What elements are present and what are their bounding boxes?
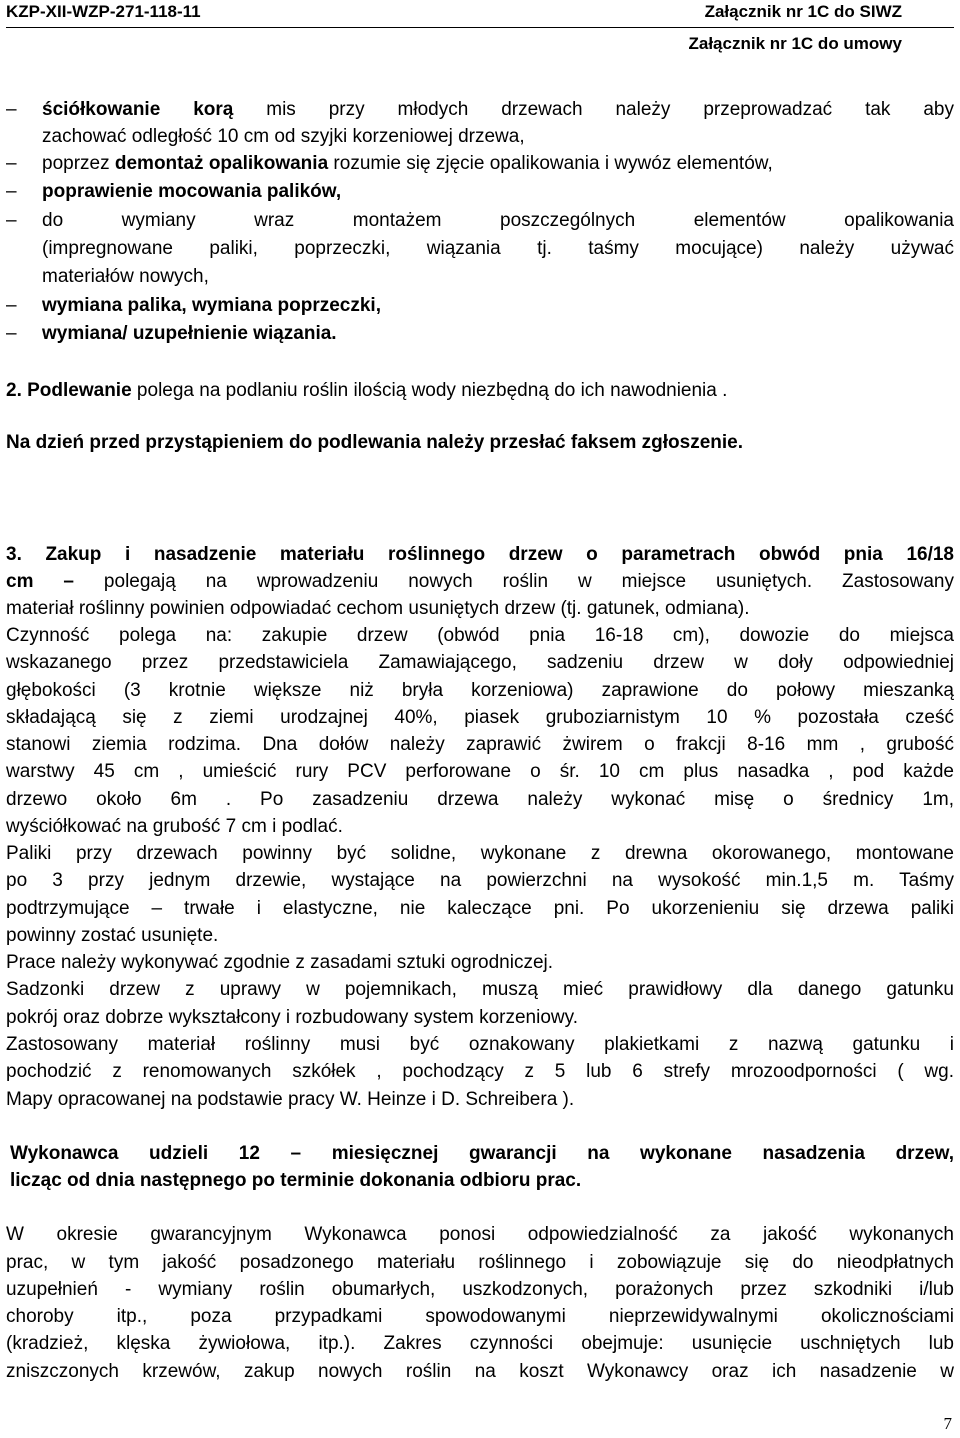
paragraph-line: Czynność polega na: zakupie drzew (obwód pnia 16-18 cm), dowozie do miejsca bbox=[6, 625, 954, 646]
bullet-4-line-1: do wymiany wraz montażem poszczególnych elementów opalikowania bbox=[42, 210, 954, 231]
section-3-line-3: materiał roślinny powinien odpowiadać cechom usuniętych drzew (tj. gatunek, odmiana). bbox=[6, 598, 750, 619]
bullet-4-line-2: (impregnowane paliki, poprzeczki, wiązania tj. taśmy mocujące) należy używać bbox=[42, 238, 954, 259]
paragraph-line: po 3 przy jednym drzewie, wystające na powierzchni na wysokość min.1,5 m. Taśmy bbox=[6, 870, 954, 891]
attachment-siwz: Załącznik nr 1C do SIWZ bbox=[704, 2, 902, 21]
paragraph-line: wyściółkować na grubość 7 cm i podlać. bbox=[6, 816, 343, 837]
bullet-1-text: mis przy młodych drzewach należy przeprowadzać tak aby bbox=[233, 99, 954, 120]
bullet-1 bbox=[42, 99, 954, 121]
bullet-dash: – bbox=[6, 181, 17, 202]
section-3-title-line-2 bbox=[6, 571, 954, 593]
paragraph-line: (kradzież, klęska żywiołowa, itp.). Zakres czynności obejmuje: usunięcie uschniętych lub bbox=[6, 1333, 954, 1354]
paragraph-line: powinny zostać usunięte. bbox=[6, 925, 219, 946]
bullet-dash: – bbox=[6, 323, 17, 344]
paragraph-line: drzewo około 6m . Po zasadzeniu drzewa należy wykonać misę o średnicy 1m, bbox=[6, 789, 954, 810]
paragraph-line: pokrój oraz dobrze wykształcony i rozbudowany system korzeniowy. bbox=[6, 1007, 578, 1028]
paragraph-line: pochodzić z renomowanych szkółek , pochodzący z 5 lub 6 strefy mrozoodporności ( wg. bbox=[6, 1061, 954, 1082]
section-2-heading bbox=[6, 380, 727, 402]
bullet-dash: – bbox=[6, 153, 17, 174]
warranty-line-1: Wykonawca udzieli 12 – miesięcznej gwarancji na wykonane nasadzenia drzew, bbox=[10, 1143, 954, 1164]
bullet-2-pre: poprzez bbox=[42, 153, 115, 174]
attachment-umowy: Załącznik nr 1C do umowy bbox=[688, 34, 902, 53]
paragraph-line: W okresie gwarancyjnym Wykonawca ponosi odpowiedzialność za jakość wykonanych bbox=[6, 1224, 954, 1245]
bullet-1-bold: ściółkowanie korą bbox=[42, 99, 234, 120]
paragraph-line: warstwy 45 cm , umieścić rury PCV perforowane o śr. 10 cm plus nasadka , pod każde bbox=[6, 761, 954, 782]
bullet-2-text: rozumie się zjęcie opalikowania i wywóz elementów, bbox=[328, 153, 773, 174]
paragraph-line: zniszczonych krzewów, zakup nowych roślin na koszt Wykonawcy oraz ich nasadzenie w bbox=[6, 1361, 954, 1382]
bullet-2-bold: demontaż opalikowania bbox=[114, 153, 329, 174]
section-3-title-line-1: 3. Zakup i nasadzenie materiału roślinnego drzew o parametrach obwód pnia 16/18 bbox=[6, 544, 954, 565]
paragraph-line: składającą się z ziemi urodzajnej 40%, piasek gruboziarnistym 10 % pozostała cześć bbox=[6, 707, 954, 728]
section-2-text: polega na podlaniu roślin ilością wody niezbędną do ich nawodnienia . bbox=[131, 380, 728, 401]
document-id: KZP-XII-WZP-271-118-11 bbox=[6, 2, 201, 21]
bullet-4-line-3: materiałów nowych, bbox=[42, 266, 209, 287]
bullet-2 bbox=[42, 153, 773, 175]
section-2-title: 2. Podlewanie bbox=[6, 380, 132, 401]
paragraph-line: choroby itp., poza przypadkami spowodowanymi nieprzewidywalnymi okolicznościami bbox=[6, 1306, 954, 1327]
paragraph-line: Mapy opracowanej na podstawie pracy W. Heinze i D. Schreibera ). bbox=[6, 1089, 575, 1110]
paragraph-line: Sadzonki drzew z uprawy w pojemnikach, muszą mieć prawidłowy dla danego gatunku bbox=[6, 979, 954, 1000]
section-2-notice: Na dzień przed przystąpieniem do podlewania należy przesłać faksem zgłoszenie. bbox=[6, 432, 744, 453]
paragraph-line: wskazanego przez przedstawiciela Zamawiającego, sadzeniu drzew w doły odpowiedniej bbox=[6, 652, 954, 673]
paragraph-line: głębokości (3 krotnie większe niż bryła korzeniowa) zaprawione do połowy mieszanką bbox=[6, 680, 954, 701]
bullet-5: wymiana palika, wymiana poprzeczki, bbox=[42, 295, 381, 316]
paragraph-line: stanowi ziemia rodzima. Dna dołów należy zaprawić żwirem o frakcji 8-16 mm , grubość bbox=[6, 734, 954, 755]
bullet-dash: – bbox=[6, 210, 17, 231]
warranty-line-2: licząc od dnia następnego po terminie dokonania odbioru prac. bbox=[10, 1170, 582, 1191]
page-header bbox=[0, 0, 960, 60]
page-number: 7 bbox=[943, 1414, 952, 1433]
bullet-3: poprawienie mocowania palików, bbox=[42, 181, 342, 202]
paragraph-line: prac, w tym jakość posadzonego materiału roślinnego i zobowiązuje się do nieodpłatnych bbox=[6, 1252, 954, 1273]
bullet-6: wymiana/ uzupełnienie wiązania. bbox=[42, 323, 337, 344]
paragraph-line: Prace należy wykonywać zgodnie z zasadami sztuki ogrodniczej. bbox=[6, 952, 554, 973]
section-3-cm: cm – bbox=[6, 571, 74, 592]
section-3-title-rest: polegają na wprowadzeniu nowych roślin w miejsce usuniętych. Zastosowany bbox=[73, 571, 954, 592]
bullet-1-continuation: zachować odległość 10 cm od szyjki korzeniowej drzewa, bbox=[42, 126, 525, 147]
paragraph-line: Paliki przy drzewach powinny być solidne, wykonane z drewna okorowanego, montowane bbox=[6, 843, 954, 864]
header-divider bbox=[6, 27, 954, 28]
bullet-dash: – bbox=[6, 295, 17, 316]
paragraph-line: Zastosowany materiał roślinny musi być oznakowany plakietkami z nazwą gatunku i bbox=[6, 1034, 954, 1055]
paragraph-line: uzupełnień - wymiany roślin obumarłych, uszkodzonych, porażonych przez szkodniki i/lub bbox=[6, 1279, 954, 1300]
paragraph-line: podtrzymujące – trwałe i elastyczne, nie kaleczące pni. Po ukorzenieniu się drzewa paliki bbox=[6, 898, 954, 919]
bullet-dash: – bbox=[6, 99, 17, 120]
